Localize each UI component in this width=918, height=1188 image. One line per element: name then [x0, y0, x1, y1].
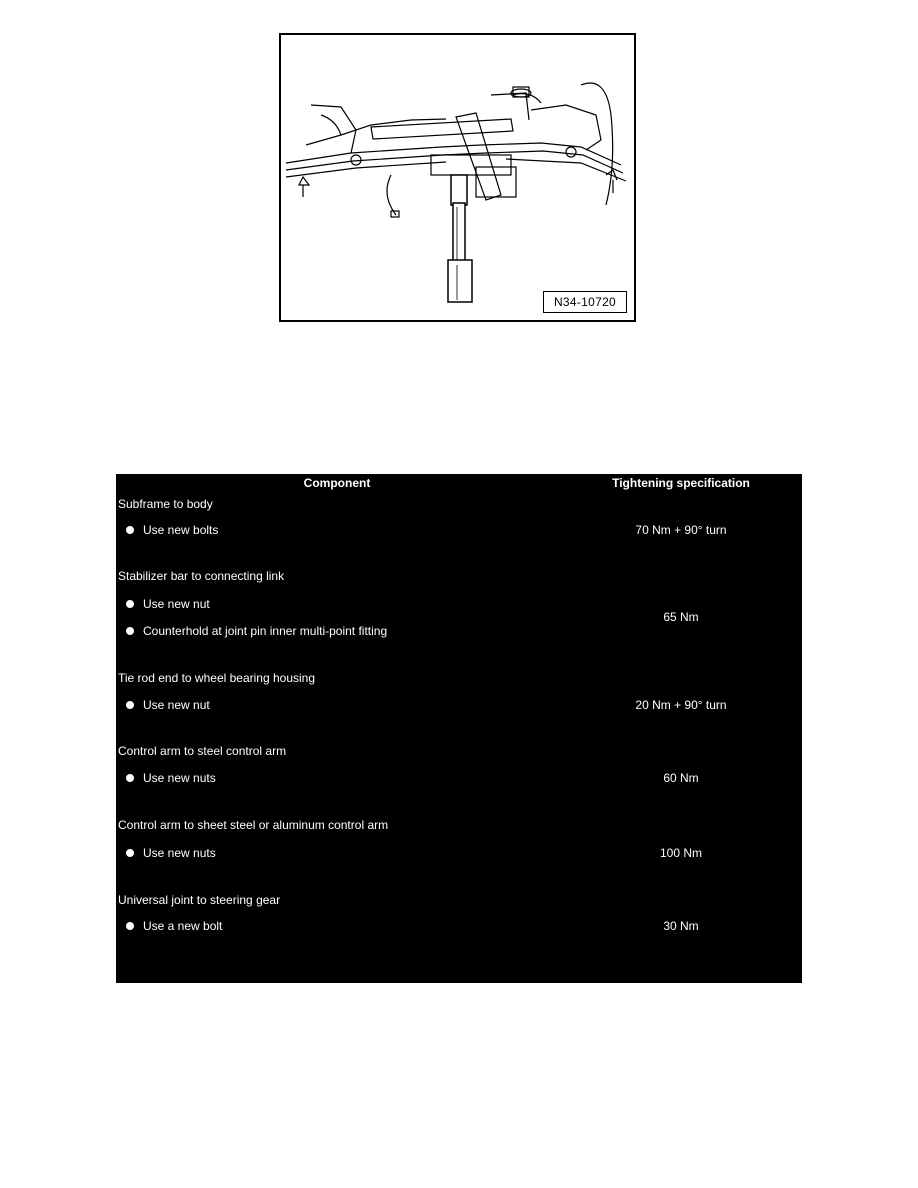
spec-value: 20 Nm + 90° turn: [635, 698, 727, 712]
spec-value: 60 Nm: [663, 771, 699, 785]
list-item-text: Use a new bolt: [143, 919, 223, 933]
list-item-text: Use new nuts: [143, 771, 216, 785]
subframe-drawing: [281, 35, 634, 320]
list-item: [143, 597, 210, 611]
component-control-arm-aluminum: Control arm to sheet steel or aluminum control arm: [118, 818, 389, 832]
bullet-icon: [126, 701, 134, 709]
component-tie-rod-end: Tie rod end to wheel bearing housing: [118, 671, 316, 685]
list-item-text: Use new nut: [143, 698, 210, 712]
bullet-icon: [126, 526, 134, 534]
bullet-icon: [126, 849, 134, 857]
list-item-text: Use new bolts: [143, 523, 219, 537]
component-subframe-to-body: Subframe to body: [118, 497, 213, 511]
list-item: [143, 919, 222, 933]
list-item-text: Use new nut: [143, 597, 210, 611]
bullet-icon: [126, 774, 134, 782]
list-item: [143, 523, 218, 537]
subframe-illustration: [279, 33, 636, 322]
figure-reference-label: N34-10720: [543, 291, 627, 313]
tightening-spec-table: [116, 474, 802, 983]
spec-value: 65 Nm: [663, 610, 699, 624]
list-item-text: Counterhold at joint pin inner multi-point fitting: [143, 624, 388, 638]
column-header-spec: Tightening specification: [612, 476, 750, 490]
list-item: [143, 698, 210, 712]
list-item: [143, 624, 387, 638]
bullet-icon: [126, 600, 134, 608]
list-item-text: Use new nuts: [143, 846, 216, 860]
spec-value: 100 Nm: [659, 846, 703, 860]
list-item: [143, 771, 216, 785]
component-universal-joint: Universal joint to steering gear: [118, 893, 281, 907]
spec-value: 70 Nm + 90° turn: [635, 523, 727, 537]
bullet-icon: [126, 627, 134, 635]
spec-value: 30 Nm: [663, 919, 699, 933]
component-stabilizer-bar: Stabilizer bar to connecting link: [118, 569, 285, 583]
bullet-icon: [126, 922, 134, 930]
list-item: [143, 846, 216, 860]
column-header-component: Component: [303, 476, 371, 490]
component-control-arm-steel: Control arm to steel control arm: [118, 744, 287, 758]
